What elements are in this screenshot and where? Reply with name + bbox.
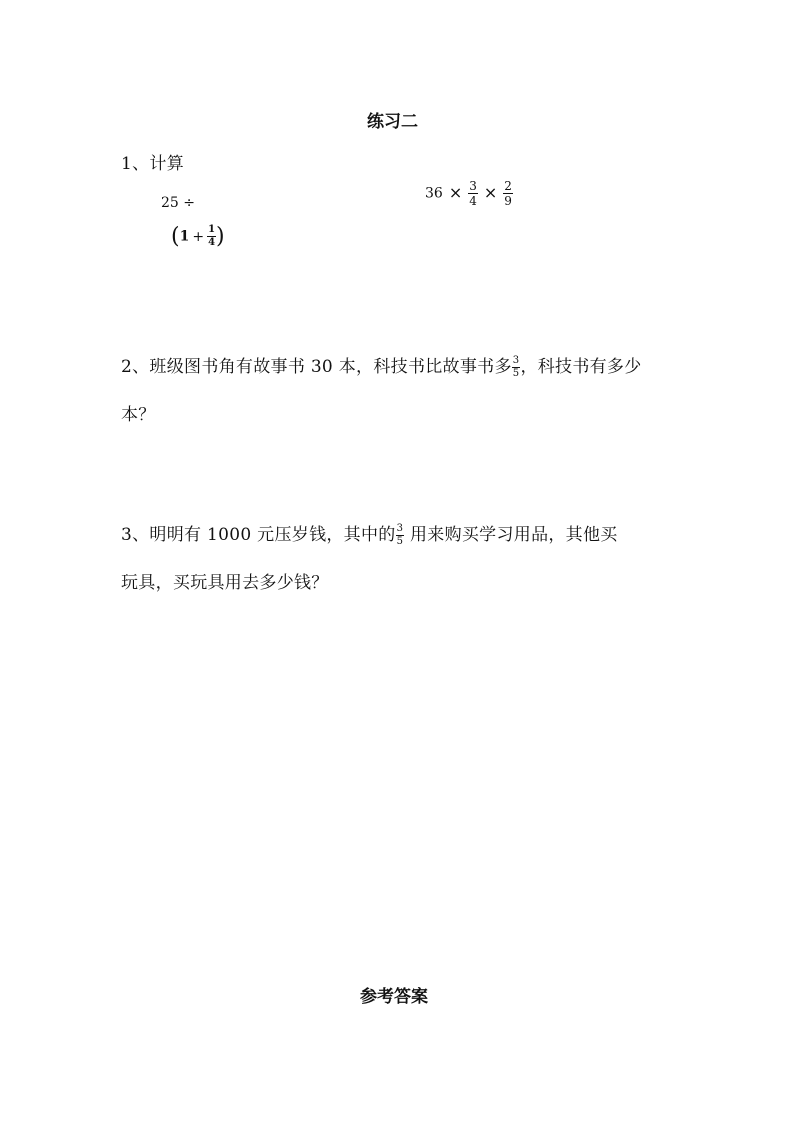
paren-open: ( <box>171 224 180 249</box>
fraction-numerator: 3 <box>469 179 477 193</box>
q2-text-part2: ，科技书有多少 <box>520 357 642 377</box>
page-title: 练习二 <box>367 112 418 132</box>
paren-close: ) <box>216 224 225 249</box>
times-sign: × <box>448 183 463 202</box>
expr-b-lead: 36 <box>425 185 443 202</box>
q3-line2: 玩具，买玩具用去多少钱？ <box>121 573 329 593</box>
q3-text-part2: 用来购买学习用品，其他买 <box>404 525 618 545</box>
expr-a-plus: + <box>192 228 205 245</box>
answer-heading: 参考答案 <box>360 987 428 1007</box>
fraction-numerator: 3 <box>512 355 520 366</box>
fraction-denominator: 9 <box>504 194 512 208</box>
q1-expr-a-prefix: 25 ÷ <box>161 195 195 211</box>
fraction-denominator: 5 <box>396 536 404 547</box>
times-sign: × <box>483 183 498 202</box>
fraction-numerator: 2 <box>504 179 512 193</box>
expr-a-one: 1 <box>179 228 190 245</box>
fraction-numerator: 1 <box>208 224 216 235</box>
expr-a-fraction <box>207 225 216 248</box>
q3-fraction <box>396 524 405 547</box>
q1-label: 1、计算 <box>121 154 185 174</box>
q2-line1 <box>121 352 642 379</box>
fraction-denominator: 5 <box>512 368 520 379</box>
expr-b-fraction-2 <box>503 180 513 207</box>
q1-expr-b <box>425 180 513 207</box>
fraction-numerator: 3 <box>396 523 404 534</box>
q2-line2: 本？ <box>121 405 156 425</box>
expr-b-fraction-1 <box>468 180 478 207</box>
q3-line1 <box>121 520 618 547</box>
q3-text-part1: 3、明明有 1000 元压岁钱，其中的 <box>121 525 396 545</box>
fraction-denominator: 4 <box>469 194 477 208</box>
fraction-denominator: 4 <box>208 237 216 248</box>
q2-text-part1: 2、班级图书角有故事书 30 本，科技书比故事书多 <box>121 357 512 377</box>
q1-expr-a-paren-group <box>171 224 225 249</box>
